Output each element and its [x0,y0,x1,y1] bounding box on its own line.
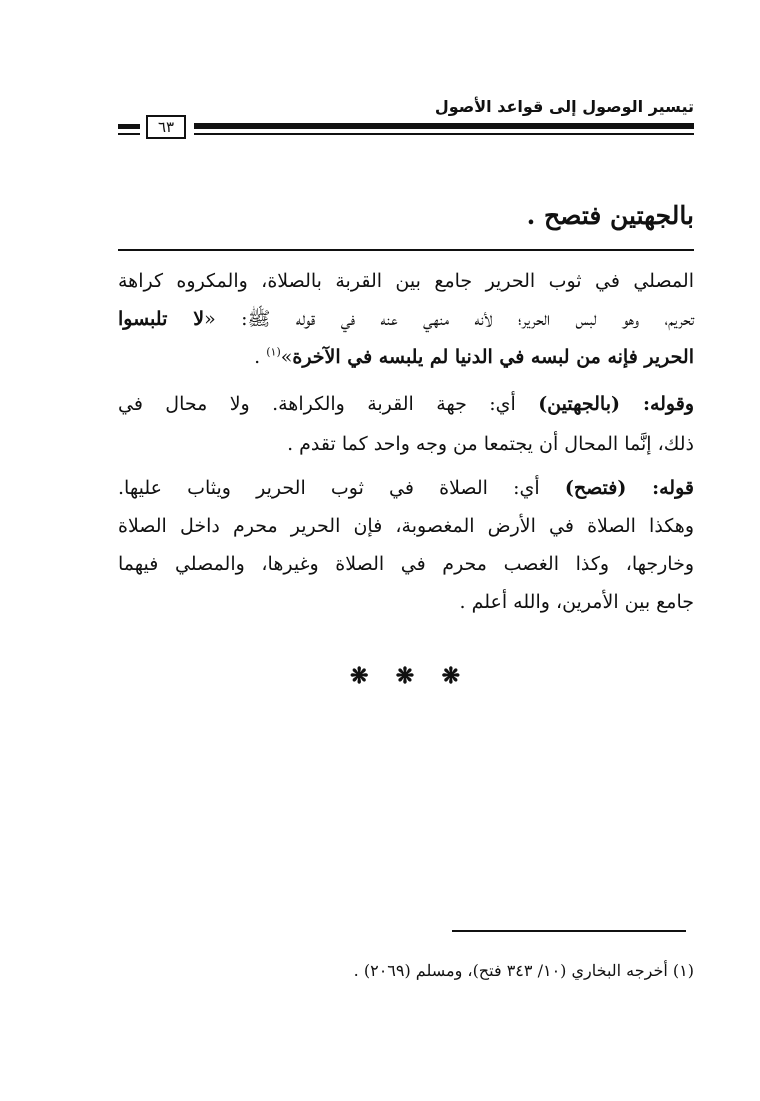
hadith-text: الحرير فإنه من لبسه في الدنيا لم يلبسه في الآخرة [292,346,694,368]
paragraph-line [118,583,694,621]
asterism-icon: ❋ [350,663,369,689]
paragraph-line [118,424,694,464]
text-run: وخارجها، وكذا الغصب محرم في الصلاة وغيرها، والمصلي فيهما [118,553,694,575]
footnote-separator [452,930,686,932]
asterism-icon: ❋ [395,663,415,689]
text-run: جامع بين الأمرين، والله أعلم . [459,591,694,613]
paragraph-line [118,507,694,545]
text-run: تحريم، وهو لبس الحرير؛ لأنه منهي عنه في قوله ﷺ: « [204,308,694,330]
running-title: تيسير الوصول إلى قواعد الأصول [434,97,694,116]
footnote-text: أخرجه البخاري (١٠/ ٣٤٣ فتح)، ومسلم (٢٠٦٩) . [353,961,668,980]
asterism-icon: ❋ [441,663,460,689]
header-left-dash-thin [118,133,140,135]
paragraph-line [118,338,694,376]
paragraph-bil-jihatayn [118,384,694,464]
text-run: وهكذا الصلاة في الأرض المغصوبة، فإن الحرير محرم داخل الصلاة [118,515,694,537]
header-left-dash-thick [118,124,140,129]
header-rule-thin [194,133,694,135]
quoted-term: (فتصح) [564,477,653,499]
paragraph-line [118,469,694,507]
paragraph-line [118,384,694,424]
quoted-term: (بالجهتين) [538,393,643,415]
header-rule [194,123,694,139]
header-rule-thick [194,123,694,129]
footnote [134,958,694,984]
footnote-reference: (١) [266,345,281,359]
text-run: ذلك، إنَّما المحال أن يجتمعا من وجه واحد كما تقدم . [287,433,694,455]
text-run: أي: جهة القربة والكراهة. ولا محال في [118,393,539,415]
paragraph-silk-garment [118,262,694,376]
hadith-text: لا تلبسوا [118,308,205,330]
carryover-text-line: بالجهتين فتصح . [526,201,694,230]
text-run: أي: الصلاة في ثوب الحرير ويثاب عليها. [118,477,565,499]
paragraph-line [118,545,694,583]
footnote-marker: (١) [672,961,694,980]
section-break [350,664,460,688]
page-number: ٦٣ [146,115,186,139]
paragraph-line [118,300,694,338]
commentary-divider-rule [118,249,694,251]
commentary-lead: وقوله: [642,393,694,415]
quote-close: » [280,346,293,368]
paragraph-line [118,262,694,300]
text-run: المصلي في ثوب الحرير جامع بين القربة بالصلاة، والمكروه كراهة [118,270,694,292]
commentary-lead: قوله: [652,477,694,499]
paragraph-fatasihh [118,469,694,621]
text-run: . [254,346,267,368]
